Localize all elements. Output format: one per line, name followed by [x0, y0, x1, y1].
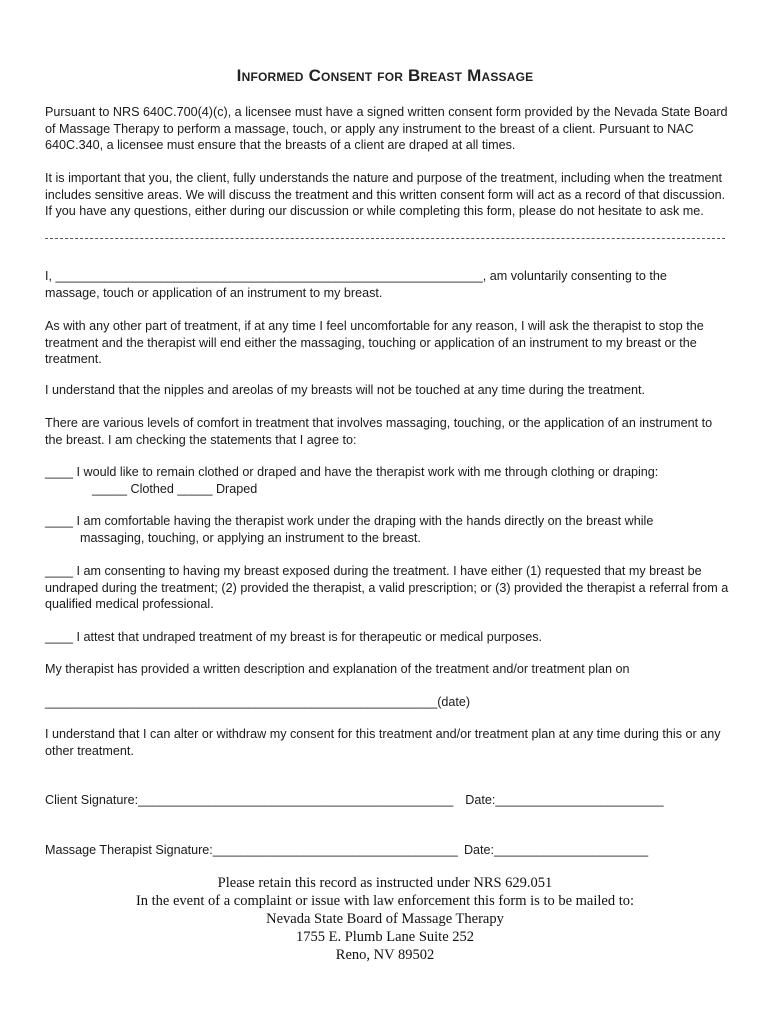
check-item-under-draping-line2: massaging, touching, or applying an instrument to the breast.: [80, 530, 421, 545]
check-item-clothed[interactable]: [45, 464, 730, 497]
section-divider: [45, 238, 725, 239]
therapist-date-field[interactable]: ______________________: [494, 843, 649, 857]
client-date-field[interactable]: ________________________: [495, 793, 664, 807]
check-item-under-draping-line1: ____ I am comfortable having the therapist work under the draping with the hands directly on the breast while: [45, 514, 654, 528]
intro-paragraph-1: Pursuant to NRS 640C.700(4)(c), a licensee must have a signed written consent form provided by the Nevada State Board of Massage Therapy to perform a massage, touch, or apply any instrument to the breast of a client. Pursuant to NAC 640C.340, a licensee must ensure that the breasts of a client are draped at all times.: [45, 105, 728, 152]
withdraw-consent-paragraph: I understand that I can alter or withdraw my consent for this treatment and/or treatment plan at any time during this or any other treatment.: [45, 727, 721, 758]
therapist-date-label: Date:: [463, 843, 495, 857]
client-signature-field[interactable]: _____________________________________________: [138, 793, 454, 807]
mailing-footer: [0, 874, 770, 964]
client-name-field[interactable]: _____________________________________________________________: [55, 269, 483, 283]
consent-suffix: , am voluntarily consenting to the: [482, 269, 667, 283]
intro-paragraph-2: It is important that you, the client, fully understands the nature and purpose of the treatment, including when the treatment includes sensitive areas. We will discuss the treatment and this written consent form will act as a record of that discussion. If you have any questions, either during our discussion or while completing this form, please do not hesitate to ask me.: [45, 171, 726, 218]
footer-retain-note: Please retain this record as instructed under NRS 629.051: [217, 875, 553, 891]
therapist-signature-label: Massage Therapist Signature:: [45, 843, 213, 857]
consent-line-2: massage, touch or application of an instrument to my breast.: [45, 285, 383, 300]
nipples-paragraph: I understand that the nipples and areolas of my breasts will not be touched at any time during the treatment.: [45, 383, 645, 397]
form-title: Informed Consent for Breast Massage: [236, 66, 534, 85]
treatment-plan-statement: My therapist has provided a written description and explanation of the treatment and/or treatment plan on: [45, 662, 630, 676]
footer-street-address: 1755 E. Plumb Lane Suite 252: [295, 929, 474, 945]
client-signature-label: Client Signature:: [45, 793, 139, 807]
check-item-clothed-line1: ____ I would like to remain clothed or draped and have the therapist work with me through clothing or draping:: [45, 465, 659, 479]
client-signature-row: [45, 792, 735, 809]
uncomfortable-paragraph: As with any other part of treatment, if at any time I feel uncomfortable for any reason, I will ask the therapist to stop the treatment and the therapist will end either the massaging, touching or application of an instrument to my breast or the treatment.: [45, 319, 704, 366]
treatment-plan-date-field[interactable]: ________________________________________________________(date): [45, 695, 471, 709]
clothed-draped-options[interactable]: _____ Clothed _____ Draped: [92, 481, 258, 496]
check-item-under-draping[interactable]: [45, 513, 730, 546]
consent-line-1: [45, 268, 730, 285]
therapist-signature-row: [45, 842, 735, 859]
footer-board-name: Nevada State Board of Massage Therapy: [266, 911, 504, 927]
consent-statement: [45, 268, 730, 301]
footer-city-state: Reno, NV 89502: [335, 947, 435, 963]
check-item-exposed[interactable]: ____ I am consenting to having my breast exposed during the treatment. I have either (1) requested that my breast be undraped during the treatment; (2) provided the therapist, a valid prescription; or (3) provided the therapist a referral from a qualified medical professional.: [45, 564, 729, 611]
client-date-label: Date:: [465, 793, 496, 807]
therapist-signature-field[interactable]: ___________________________________: [212, 843, 458, 857]
levels-paragraph: There are various levels of comfort in treatment that involves massaging, touching, or the application of an instrument to the breast. I am checking the statements that I agree to:: [45, 416, 713, 447]
consent-prefix: I,: [45, 269, 56, 283]
check-item-attest[interactable]: ____ I attest that undraped treatment of my breast is for therapeutic or medical purposes.: [45, 630, 543, 644]
footer-complaint-note: In the event of a complaint or issue with law enforcement this form is to be mailed to:: [135, 893, 635, 909]
